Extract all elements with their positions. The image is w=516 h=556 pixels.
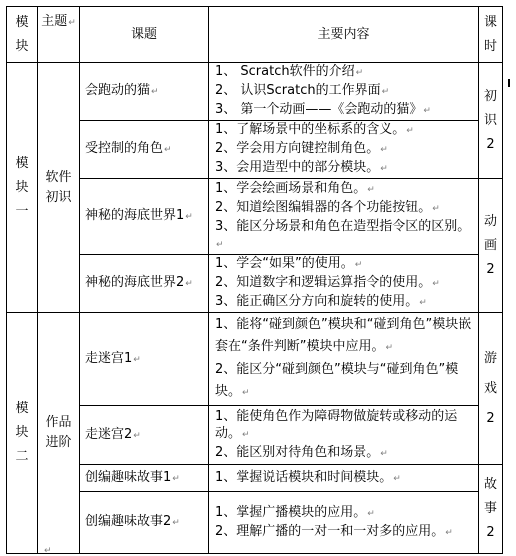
lesson-topic: 受控制的角色 [85,141,164,156]
hours-label: 动画 [483,213,497,253]
content-line: 1、了解场景中的坐标系的含义。↵ [215,122,414,137]
hours-num: 2 [486,136,495,152]
lesson-topic-cell: 创编趣味故事1↵ [80,465,209,492]
header-module: 模块 [15,14,29,54]
lesson-topic: 创编趣味故事2 [85,514,172,529]
lesson-topic-cell: 走迷宫2↵ [80,406,209,465]
module-2-theme: 作品进阶 [45,415,72,450]
lesson-content-cell [209,121,479,179]
content-line: 1、能将“碰到颜色”模块和“碰到角色”模块嵌套在“条件判断”模块中应用。↵ [215,317,472,354]
header-theme-cell: 主题↵ [38,7,80,63]
hours-label: 游戏 [483,350,497,396]
hours-num: 2 [486,525,495,540]
lesson-topic-cell: 神秘的海底世界1↵ [80,179,209,255]
course-table [6,6,503,554]
header-module-cell [7,7,38,63]
hours-num: 2 [486,261,495,277]
content-line: 2、知道数字和逻辑运算指令的使用。↵ [215,275,440,290]
hours-cell [479,179,503,313]
content-line: 1、掌握说话模块和时间模块。↵ [215,469,401,485]
header-hours-cell [479,7,503,63]
module-2-cell [7,313,38,554]
content-line: 3、能区分场景和角色在造型指令区的区别。↵ [215,218,471,250]
hours-label: 故事 [483,477,497,516]
content-line: 3、 第一个动画——《会跑动的猫》↵ [215,102,431,117]
content-line: 2、知道绘图编辑器的各个功能按钮。↵ [215,199,440,215]
lesson-topic: 创编趣味故事1 [85,469,172,485]
lesson-content-cell [209,255,479,313]
content-line: 2、学会用方向键控制角色。↵ [215,141,388,156]
lesson-topic: 走迷宫2 [85,426,133,442]
header-topic-cell [80,7,209,63]
table-row [7,492,503,554]
content-line: 1、 Scratch软件的介绍↵ [215,64,364,79]
hours-cell [479,313,503,465]
module-2-name: 模块二 [15,401,29,464]
module-1-name: 模块一 [15,155,29,219]
hours-num: 2 [486,410,495,426]
lesson-topic-cell: 会跑动的猫↵ [80,63,209,121]
content-line: 2、能区别对待角色和场景。↵ [215,444,388,460]
module-2-theme-cell [38,313,80,554]
lesson-topic: 会跑动的猫 [85,83,151,98]
header-row [7,7,503,63]
content-line: 1、能使角色作为障碍物做旋转或移动的运动。↵ [215,408,458,441]
table-row [7,406,503,465]
content-line: 2、能区分“碰到颜色”模块与“碰到角色”模块。↵ [215,362,459,399]
table-row [7,63,503,121]
lesson-topic-cell: 走迷宫1↵ [80,313,209,406]
lesson-topic: 走迷宫1 [85,350,133,366]
content-line: 1、学会“如果”的使用。↵ [215,256,363,271]
table-row [7,465,503,492]
content-line: 1、掌握广播模块的应用。↵ [215,504,375,520]
table-row [7,313,503,406]
lesson-content-cell [209,406,479,465]
content-line: 2、理解广播的一对一和一对多的应用。↵ [215,523,453,539]
content-line: 3、会用造型中的部分模块。↵ [215,160,388,175]
table-row [7,255,503,313]
lesson-content-cell [209,465,479,492]
header-content-cell [209,7,479,63]
lesson-topic-cell: 受控制的角色↵ [80,121,209,179]
header-hours: 课时 [483,14,497,54]
hours-cell [479,465,503,554]
lesson-topic-cell: 创编趣味故事2↵ [80,492,209,554]
lesson-topic: 神秘的海底世界2 [85,275,185,290]
row-end-marker [508,79,510,87]
content-line: 2、 认识Scratch的工作界面↵ [215,83,390,98]
module-1-theme: 软件初识 [45,169,72,205]
module-1-cell [7,63,38,313]
lesson-topic: 神秘的海底世界1 [85,208,185,223]
header-theme: 主题 [41,14,68,29]
paragraph-mark: ↵ [44,546,52,556]
content-line: 3、能正确区分方向和旋转的使用。↵ [215,294,427,309]
table-row [7,121,503,179]
table-row [7,179,503,255]
header-topic: 课题 [130,27,157,42]
hours-cell [479,63,503,179]
lesson-content-cell [209,179,479,255]
header-content: 主要内容 [317,27,370,42]
module-1-theme-cell [38,63,80,313]
content-line: 1、学会绘画场景和角色。↵ [215,180,375,196]
lesson-topic-cell: 神秘的海底世界2↵ [80,255,209,313]
lesson-content-cell [209,492,479,554]
lesson-content-cell [209,313,479,406]
hours-label: 初识 [483,88,497,128]
lesson-content-cell [209,63,479,121]
